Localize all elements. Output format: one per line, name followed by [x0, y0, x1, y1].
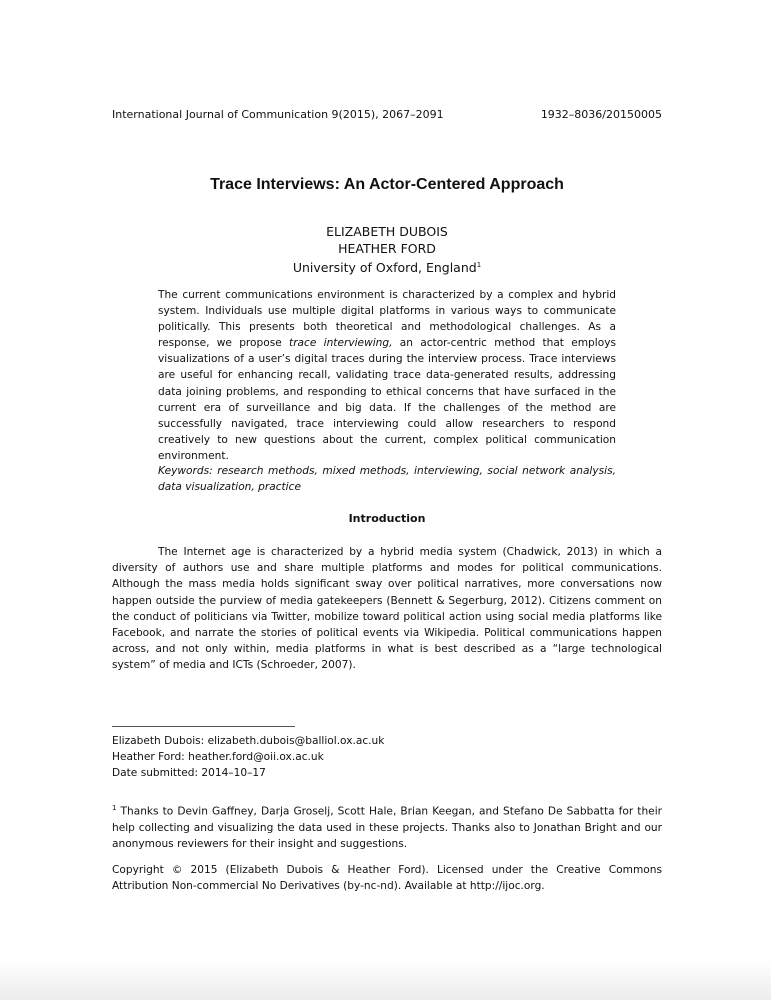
author-block: [112, 223, 662, 276]
date-submitted: Date submitted: 2014–10–17: [112, 767, 266, 780]
contact-ford: Heather Ford: heather.ford@oii.ox.ac.uk: [112, 751, 324, 764]
journal-citation: International Journal of Communication 9(2015), 2067–2091: [112, 108, 444, 121]
paper-title: Trace Interviews: An Actor-Centered Approach: [210, 176, 564, 193]
abstract-text-1: The current communications environment is characterized by a complex and hybrid system. Individuals use multiple digital platforms in various ways to communicate politically. This presents both theoretical and methodological challenges. As a response, we propose: [158, 289, 616, 350]
footnote-number: 1: [112, 804, 117, 812]
author-name-1: ELIZABETH DUBOIS: [326, 224, 448, 239]
author-contacts: [112, 733, 662, 782]
contact-dubois: Elizabeth Dubois: elizabeth.dubois@balliol.ox.ac.uk: [112, 735, 385, 747]
footnote-marker: 1: [476, 261, 482, 269]
section-heading-introduction: Introduction: [348, 512, 426, 525]
footnote-text: Thanks to Devin Gaffney, Darja Groselj, Scott Hale, Brian Keegan, and Stefano De Sabbatta for their help collecting and visualizing the data used in these projects. Thanks also to Jonathan Bright and our anonymous reviewers for their insight and suggestions.: [112, 805, 662, 850]
intro-paragraph: The Internet age is characterized by a hybrid media system (Chadwick, 2013) in which a diversity of authors use and share multiple platforms and modes for political communications. Although the mass media holds significant sway over political narratives, more conversations now happen outside the purview of media gatekeepers (Bennett & Segerburg, 2012). Citizens comment on the conduct of politicians via Twitter, mobilize toward political action using social media platforms like Facebook, and narrate the stories of political events via Wikipedia. Political communications happen across, and not only within, media platforms in what is best described as a “large technological system” of media and ICTs (Schroeder, 2007).: [112, 546, 662, 672]
keywords: Keywords: research methods, mixed methods, interviewing, social network analysis, data visualization, practice: [158, 465, 616, 494]
abstract: [158, 287, 616, 464]
abstract-emphasis: trace interviewing,: [289, 337, 393, 350]
affiliation-text: University of Oxford, England: [292, 260, 477, 276]
author-name-2: HEATHER FORD: [338, 241, 436, 256]
abstract-text-2: an actor-centric method that employs visualizations of a user’s digital traces during the interview process. Trace interviews are useful for enhancing recall, validating trace data-generated results, addressing data joining problems, and responding to ethical concerns that have surfaced in the current era of surveillance and big data. If the challenges of the method are successfully navigated, trace interviewing could allow researchers to respond creatively to new questions about the current, complex political communication environment.: [158, 337, 616, 462]
issn-number: 1932–8036/20150005: [540, 108, 662, 121]
footnote: [112, 800, 662, 852]
copyright-notice: Copyright © 2015 (Elizabeth Dubois & Heather Ford). Licensed under the Creative Commons Attribution Non-commercial No Derivatives (by-nc-nd). Available at http://ijoc.org.: [112, 864, 662, 893]
affiliation: [112, 257, 662, 276]
running-header: [112, 108, 662, 121]
footnote-divider: [112, 726, 295, 727]
